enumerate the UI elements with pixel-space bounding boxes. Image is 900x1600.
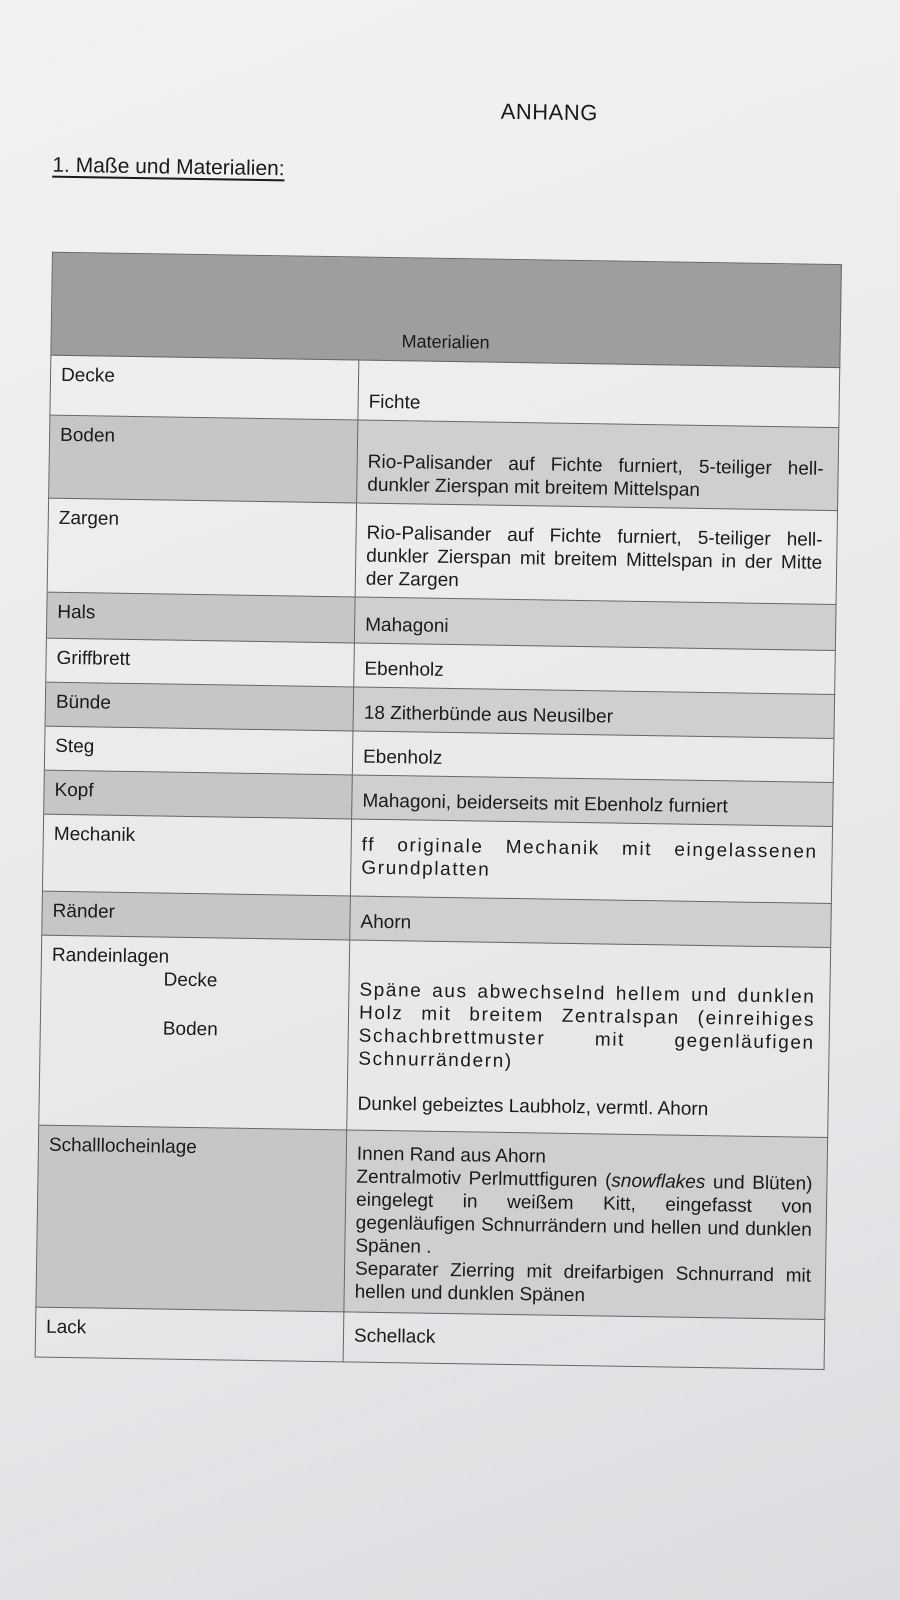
row-label: Hals [46,592,355,643]
row-value: ff originale Mechanik mit eingelassenen Grundplatten [350,819,832,904]
materials-table [35,252,842,1370]
table-header: Materialien [51,252,842,367]
row-value-italic: snowflakes [611,1170,706,1194]
row-value: Schellack [343,1312,825,1370]
row-value-text: und Blüten) eingelegt in weißem Kitt, eingefasst von gegenläufigen Schnurrändern und hellen und dunklen Spänen . [355,1172,813,1258]
row-sub-label-boden: Boden [162,1018,218,1041]
row-label: Zargen [47,498,356,597]
row-value-line: Separater Zierring mit dreifarbigen Schnurrand mit hellen und dunklen Spänen [354,1258,812,1307]
row-label: Decke [50,355,359,420]
row-value: Mahagoni [354,597,836,651]
row-label: Steg [44,726,353,775]
table-row [39,935,831,1137]
row-value-decke: Späne aus abwechselnd hellem und dunklen Holz mit breitem Zentralspan (einreihiges Schachbrettmuster mit gegenläufigen Schnurrändern) [358,979,816,1073]
row-value-text: Zentralmotiv Perlmuttfiguren ( [356,1166,612,1192]
row-value-group [344,1130,828,1320]
row-value: Mahagoni, beiderseits mit Ebenholz furniert [352,775,834,827]
row-label: Randeinlagen [51,944,170,968]
row-sub-label-decke: Decke [163,969,218,992]
row-value-boden: Dunkel gebeiztes Laubholz, vermtl. Ahorn [357,1093,709,1121]
row-value: Ebenholz [354,643,836,695]
table-row [36,1125,828,1319]
table-row [49,415,839,510]
row-value: Ahorn [350,896,832,948]
row-value: Ebenholz [352,731,834,783]
section-heading: 1. Maße und Materialien: [52,153,285,181]
row-label: Boden [49,415,358,503]
row-value: Rio-Palisander auf Fichte furniert, 5-teiliger hell-dunkler Zierspan mit breitem Mittelspan [357,420,839,511]
row-value-paragraph [355,1166,812,1265]
table-header-row [51,252,842,367]
document-title: ANHANG [500,98,599,126]
table-row [42,814,832,903]
row-label: Lack [35,1307,344,1362]
row-value: Rio-Palisander auf Fichte furniert, 5-teiliger hell-dunkler Zierspan mit breitem Mittelspan in der Mitte der Zargen [355,503,837,605]
row-label: Bünde [45,682,354,731]
row-label: Mechanik [42,814,351,896]
row-value: 18 Zitherbünde aus Neusilber [353,687,835,739]
row-label-group [39,935,350,1130]
row-label: Griffbrett [46,638,355,687]
row-label: Schalllocheinlage [36,1125,347,1312]
row-label: Kopf [44,770,353,819]
row-label: Ränder [42,891,351,940]
table-row [47,498,837,604]
row-value: Fichte [358,360,840,428]
row-value-group [347,940,831,1138]
row-value-line: Innen Rand aus Ahorn [356,1143,547,1168]
